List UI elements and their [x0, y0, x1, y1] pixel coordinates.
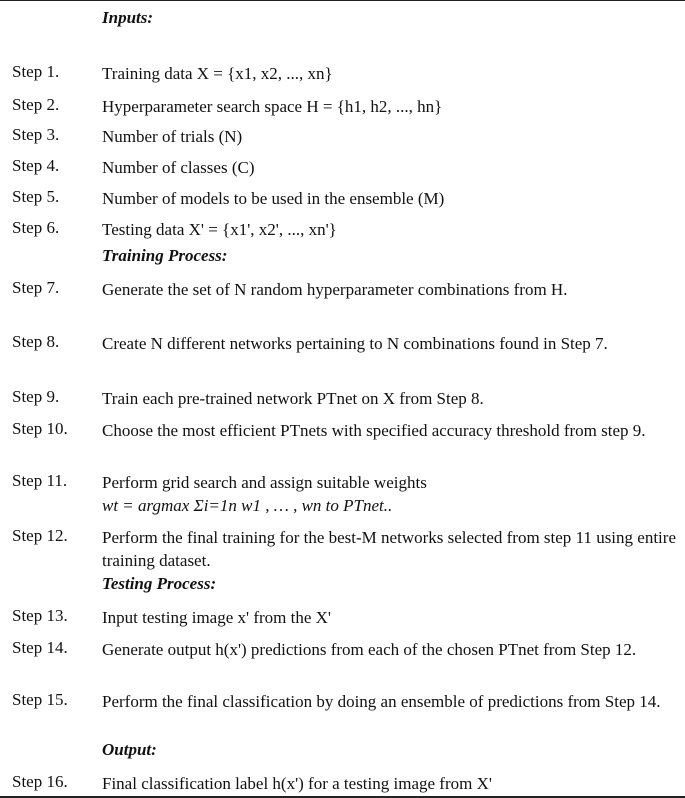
table-top-rule	[0, 0, 685, 1]
step-text: Perform the final classification by doing an ensemble of predictions from Step 14.	[102, 692, 661, 711]
training-heading: Training Process:	[102, 246, 228, 265]
step-text: Choose the most efficient PTnets with specified accuracy threshold from step 9.	[102, 421, 646, 440]
weight-formula: wt = argmax Σi=1n w1 , … , wn to PTnet..	[102, 496, 393, 515]
step-text: Perform the final training for the best-M networks selected from step 11 using entire training dataset.	[102, 528, 676, 570]
step-text: Number of classes (C)	[102, 158, 255, 177]
step-number: Step 5.	[12, 187, 60, 206]
step-number: Step 8.	[12, 332, 60, 351]
step-number: Step 14.	[12, 638, 68, 657]
step-number: Step 2.	[12, 95, 60, 114]
step-text: Final classification label h(x') for a testing image from X'	[102, 774, 492, 793]
step-text: Create N different networks pertaining to N combinations found in Step 7.	[102, 334, 608, 353]
step-text: Train each pre-trained network PTnet on X from Step 8.	[102, 389, 484, 408]
step-number: Step 7.	[12, 278, 60, 297]
testing-heading: Testing Process:	[102, 574, 217, 593]
step-number: Step 1.	[12, 62, 60, 81]
step-text: Input testing image x' from the X'	[102, 608, 331, 627]
step-number: Step 13.	[12, 606, 68, 625]
step-text: Training data X = {x1, x2, ..., xn}	[102, 64, 333, 83]
step-number: Step 9.	[12, 387, 60, 406]
step-number: Step 12.	[12, 526, 68, 545]
inputs-heading: Inputs:	[102, 8, 154, 27]
step-text: Generate output h(x') predictions from each of the chosen PTnet from Step 12.	[102, 640, 637, 659]
step-text: Hyperparameter search space H = {h1, h2, ..., hn}	[102, 97, 443, 116]
step-number: Step 6.	[12, 218, 60, 237]
step-number: Step 16.	[12, 772, 68, 791]
step-text: Testing data X' = {x1', x2', ..., xn'}	[102, 220, 337, 239]
step-number: Step 11.	[12, 471, 68, 490]
step-text-line: Perform grid search and assign suitable weights	[102, 473, 427, 492]
step-number: Step 3.	[12, 125, 60, 144]
step-number: Step 15.	[12, 690, 68, 709]
step-text: Number of models to be used in the ensemble (M)	[102, 189, 445, 208]
step-number: Step 10.	[12, 419, 68, 438]
output-heading: Output:	[102, 740, 157, 759]
step-text: Number of trials (N)	[102, 127, 243, 146]
step-number: Step 4.	[12, 156, 60, 175]
step-text	[102, 471, 676, 517]
step-text: Generate the set of N random hyperparameter combinations from H.	[102, 280, 568, 299]
